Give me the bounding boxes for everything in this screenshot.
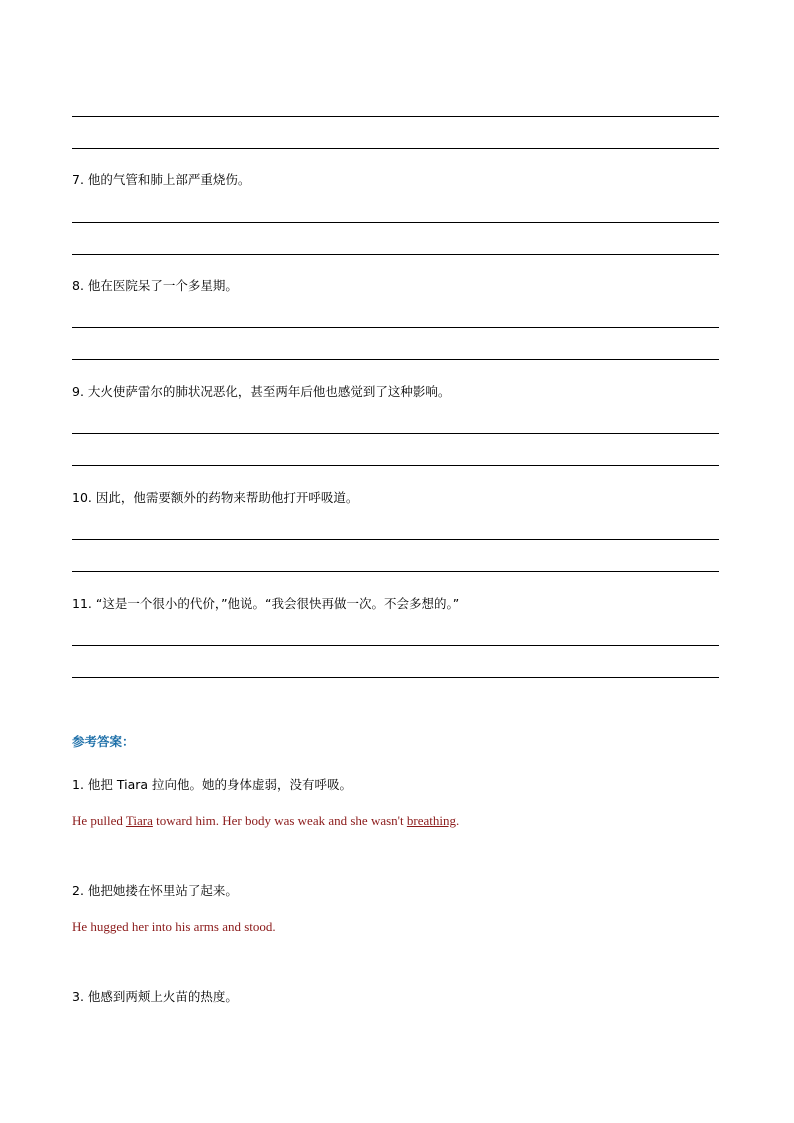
answer-2-english: He hugged her into his arms and stood. xyxy=(72,919,276,934)
question-10: 10. 因此，他需要额外的药物来帮助他打开呼吸道。 xyxy=(72,490,359,505)
answers-heading: 参考答案： xyxy=(72,734,135,749)
answer-1-chinese: 1. 他把 Tiara 拉向他。她的身体虚弱，没有呼吸。 xyxy=(72,777,353,792)
answer-line xyxy=(72,359,719,360)
answer-line xyxy=(72,645,719,646)
answer-1-english: He pulled Tiara toward him. Her body was weak and she wasn't breathing. xyxy=(72,813,460,828)
answer-line xyxy=(72,148,719,149)
answer-line xyxy=(72,254,719,255)
answer-line xyxy=(72,327,719,328)
answer-line xyxy=(72,433,719,434)
answer-line xyxy=(72,465,719,466)
answer-3-chinese: 3. 他感到两颊上火苗的热度。 xyxy=(72,989,238,1004)
question-8: 8. 他在医院呆了一个多星期。 xyxy=(72,278,238,293)
answer-line xyxy=(72,677,719,678)
answer-line xyxy=(72,539,719,540)
question-11: 11. “这是一个很小的代价，”他说。“我会很快再做一次。不会多想的。” xyxy=(72,596,460,611)
underlined-word: breathing xyxy=(406,813,456,828)
answer-2-chinese: 2. 他把她搂在怀里站了起来。 xyxy=(72,883,238,898)
question-9: 9. 大火使萨雷尔的肺状况恶化，甚至两年后他也感觉到了这种影响。 xyxy=(72,384,451,399)
answer-line xyxy=(72,116,719,117)
answer-line xyxy=(72,222,719,223)
underlined-word: Tiara xyxy=(125,813,153,828)
answer-line xyxy=(72,571,719,572)
question-7: 7. 他的气管和肺上部严重烧伤。 xyxy=(72,172,251,187)
